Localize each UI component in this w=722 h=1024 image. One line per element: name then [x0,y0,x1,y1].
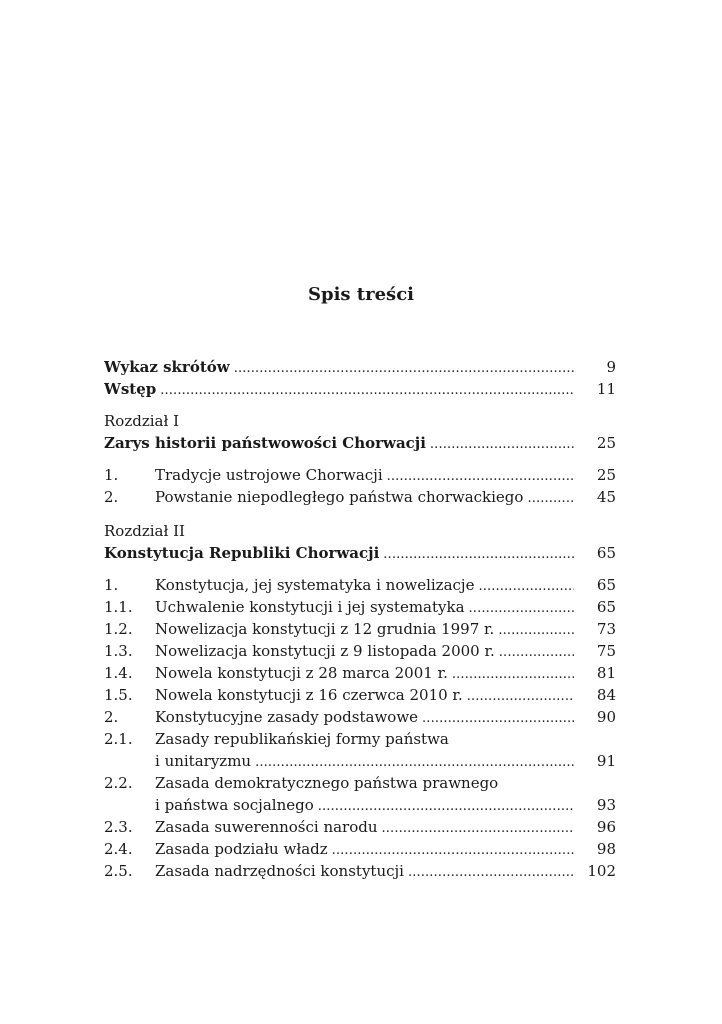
toc-entry [104,640,616,662]
toc-entry-label: Wykaz skrótów [104,358,230,376]
toc-entry [104,662,616,684]
toc-page-number: 90 [596,708,616,726]
section-number: 1.4. [104,664,133,682]
section-number: 1.5. [104,686,133,704]
toc-entry [104,574,616,596]
section-number: 2.3. [104,818,133,836]
toc-entry [104,618,616,640]
toc-page-number: 102 [587,862,616,880]
leader-dots [387,464,574,488]
toc-entry-label: Wstęp [104,380,157,398]
leader-dots [160,378,574,402]
section-number: 2. [104,488,119,506]
toc-page-number: 91 [596,752,616,770]
toc-page-number: 65 [596,544,616,562]
toc-page-number: 96 [596,818,616,836]
leader-dots [382,816,574,840]
table-of-contents [104,356,616,882]
chapter-title-row [104,542,616,564]
section-number: 1.3. [104,642,133,660]
toc-page-number: 9 [606,358,616,376]
section-number: 2. [104,708,119,726]
toc-page-number: 65 [596,598,616,616]
chapter-heading [104,410,616,432]
toc-entry [104,838,616,860]
chapter-heading [104,520,616,542]
leader-dots [383,542,574,566]
leader-dots [332,838,574,862]
toc-entry-abbreviations [104,356,616,378]
toc-entry-label: Zasada suwerenności narodu [155,818,378,836]
toc-entry-label: Zasada demokratycznego państwa prawnego [155,774,499,792]
leader-dots [498,618,574,642]
leader-dots [469,596,574,620]
toc-entry-continuation [104,750,616,772]
leader-dots [318,794,574,818]
section-number: 2.2. [104,774,133,792]
toc-entry [104,486,616,508]
toc-entry-label: Konstytucyjne zasady podstawowe [155,708,419,726]
toc-entry [104,684,616,706]
toc-page-number: 25 [596,466,616,484]
section-number: 2.1. [104,730,133,748]
toc-entry-label: Powstanie niepodległego państwa chorwackiego [155,488,524,506]
toc-entry-label: Nowela konstytucji z 16 czerwca 2010 r. [155,686,463,704]
section-number: 1. [104,466,119,484]
toc-entry-label: Nowela konstytucji z 28 marca 2001 r. [155,664,448,682]
toc-page-number: 45 [596,488,616,506]
chapter-number: Rozdział I [104,412,180,430]
toc-entry [104,706,616,728]
chapter-title: Zarys historii państwowości Chorwacji [104,434,426,452]
toc-page-number: 73 [596,620,616,638]
toc-page-number: 81 [596,664,616,682]
toc-entry-label: Zasady republikańskiej formy państwa [155,730,449,748]
leader-dots [527,486,574,510]
chapter-title-row [104,432,616,454]
toc-entry [104,596,616,618]
section-number: 2.4. [104,840,133,858]
page-title: Spis treści [307,284,414,305]
toc-entry-label: Nowelizacja konstytucji z 9 listopada 2000 r. [155,642,495,660]
toc-page-number: 25 [596,434,616,452]
toc-page-number: 65 [596,576,616,594]
leader-dots [452,662,574,686]
leader-dots [408,860,574,884]
toc-entry-label: Konstytucja, jej systematyka i nowelizacje [155,576,475,594]
toc-page-number: 75 [596,642,616,660]
toc-entry-label-continued: i państwa socjalnego [155,796,314,814]
chapter-title: Konstytucja Republiki Chorwacji [104,544,380,562]
leader-dots [255,750,574,774]
toc-entry-label: Nowelizacja konstytucji z 12 grudnia 1997 r. [155,620,495,638]
leader-dots [430,432,574,456]
toc-entry [104,464,616,486]
leader-dots [478,574,574,598]
toc-entry [104,772,616,794]
toc-entry [104,816,616,838]
toc-entry-label: Zasada podziału władz [155,840,328,858]
toc-entry [104,728,616,750]
section-number: 2.5. [104,862,133,880]
toc-page-number: 98 [596,840,616,858]
toc-page-number: 93 [596,796,616,814]
leader-dots [234,356,574,380]
leader-dots [499,640,574,664]
toc-entry-label-continued: i unitaryzmu [155,752,252,770]
leader-dots [422,706,574,730]
toc-entry-continuation [104,794,616,816]
chapter-number: Rozdział II [104,522,185,540]
toc-entry-label: Tradycje ustrojowe Chorwacji [155,466,383,484]
toc-entry-introduction [104,378,616,400]
section-number: 1.2. [104,620,133,638]
toc-entry [104,860,616,882]
section-number: 1.1. [104,598,133,616]
toc-entry-label: Uchwalenie konstytucji i jej systematyka [155,598,465,616]
toc-entry-label: Zasada nadrzędności konstytucji [155,862,404,880]
section-number: 1. [104,576,119,594]
toc-page-number: 84 [596,686,616,704]
toc-page-number: 11 [596,380,616,398]
leader-dots [467,684,574,708]
